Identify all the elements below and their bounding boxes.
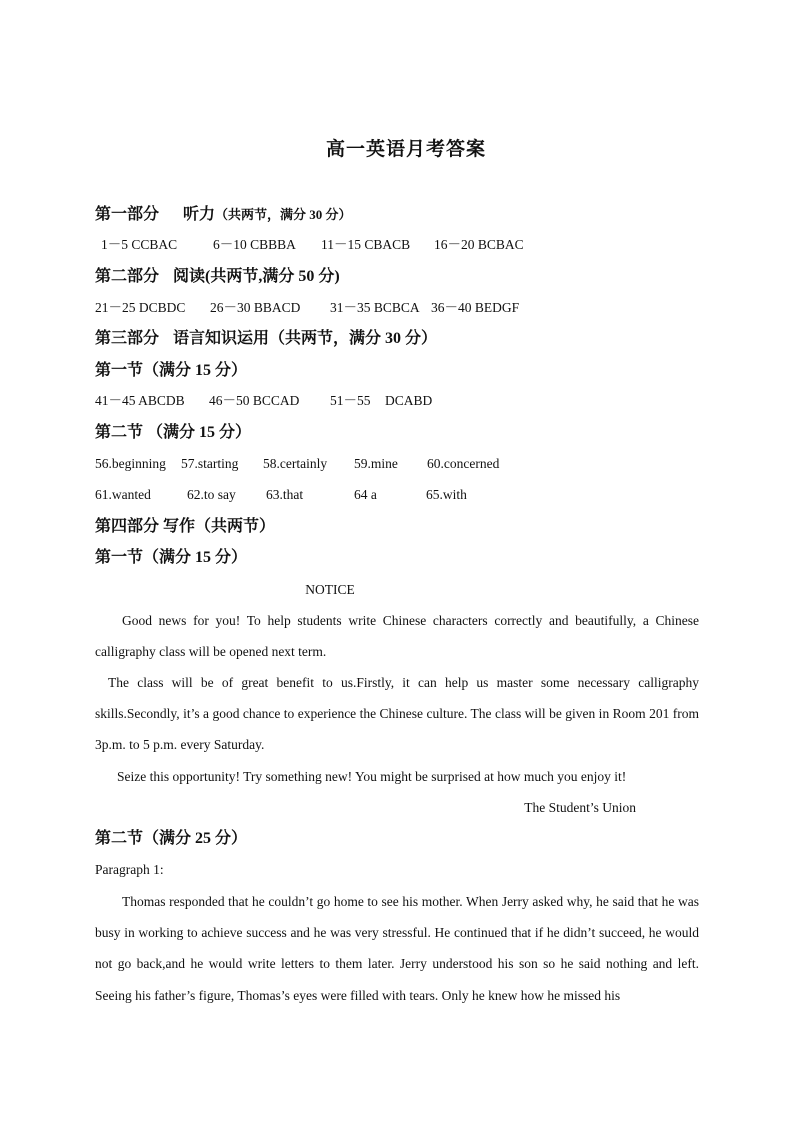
part1-answers [101, 235, 524, 255]
notice-signature: The Student’s Union [524, 800, 636, 815]
part3-section1-heading: 第一节（满分 15 分） [95, 362, 248, 379]
part1-subject: 听力 [183, 206, 216, 223]
cloze-answer: 57.starting [181, 456, 239, 471]
notice-paragraph: The class will be of great benefit to us.Firstly, it can help us master some necessary calligraphy skills.Secondly, it’s a good chance to experience the Chinese culture. The class will be given in Room 201 from 3p.m. to 5 p.m. every Saturday. [95, 675, 699, 753]
answer-group: 16－20 BCBAC [434, 237, 524, 252]
part3-subject: 语言知识运用（共两节，满分 30 分） [173, 330, 438, 347]
part4-section1-heading: 第一节（满分 15 分） [95, 549, 248, 566]
part2-subject: 阅读(共两节,满分 50 分) [173, 268, 340, 285]
notice-paragraph: Good news for you! To help students write Chinese characters correctly and beautifully, a Chinese calligraphy class will be opened next term. [95, 613, 699, 660]
part3-section2-row1 [95, 454, 499, 474]
cloze-answer: 65.with [426, 487, 467, 502]
part1-heading [95, 204, 352, 226]
cloze-answer: 56.beginning [95, 456, 166, 471]
part1-label: 第一部分 [95, 206, 160, 223]
answer-group: 41－45 ABCDB [95, 393, 185, 408]
answer-group: 36－40 BEDGF [431, 300, 520, 315]
answer-group: 6－10 CBBBA [213, 237, 296, 252]
notice-title: NOTICE [305, 582, 355, 597]
cloze-answer: 58.certainly [263, 456, 328, 471]
part2-heading [95, 266, 340, 288]
writing-paragraph: Thomas responded that he couldn’t go home to see his mother. When Jerry asked why, he said that he was busy in working to achieve success and he was very stressful. He continued that if he didn’t succeed, he would not go back,and he would write letters to them later. Jerry understood his son so he said nothing and left. Seeing his father’s figure, Thomas’s eyes were filled with tears. Only he knew how he missed his [95, 894, 699, 1003]
answer-group: 1－5 CCBAC [101, 237, 178, 252]
answer-group: 51－55 [330, 393, 371, 408]
cloze-answer: 61.wanted [95, 487, 151, 502]
cloze-answer: 63.that [266, 487, 304, 502]
part4-section2-heading: 第二节（满分 25 分） [95, 830, 248, 847]
part3-section1-answers [95, 391, 432, 411]
cloze-answer: 64 a [354, 487, 377, 502]
page-title: 高一英语月考答案 [325, 139, 486, 160]
part3-section2-heading: 第二节 （满分 15 分） [95, 424, 252, 441]
part3-label: 第三部分 [95, 330, 160, 347]
answer-group: 31－35 BCBCA [330, 300, 420, 315]
answer-group: 11－15 CBACB [321, 237, 411, 252]
answer-group: 46－50 BCCAD [209, 393, 300, 408]
part3-heading [95, 328, 437, 350]
answer-group: DCABD [385, 393, 433, 408]
part2-label: 第二部分 [95, 268, 160, 285]
cloze-answer: 59.mine [354, 456, 398, 471]
paragraph-label: Paragraph 1: [95, 862, 164, 877]
part4-heading: 第四部分 写作（共两节） [95, 518, 276, 535]
notice-paragraph: Seize this opportunity! Try something new! You might be surprised at how much you enjoy it! [117, 769, 627, 784]
answer-group: 21－25 DCBDC [95, 300, 186, 315]
cloze-answer: 62.to say [187, 487, 236, 502]
answer-group: 26－30 BBACD [210, 300, 301, 315]
cloze-answer: 60.concerned [427, 456, 500, 471]
part3-section2-row2 [95, 485, 467, 505]
part2-answers [95, 298, 519, 318]
part1-detail: （共两节，满分 30 分） [215, 207, 352, 222]
